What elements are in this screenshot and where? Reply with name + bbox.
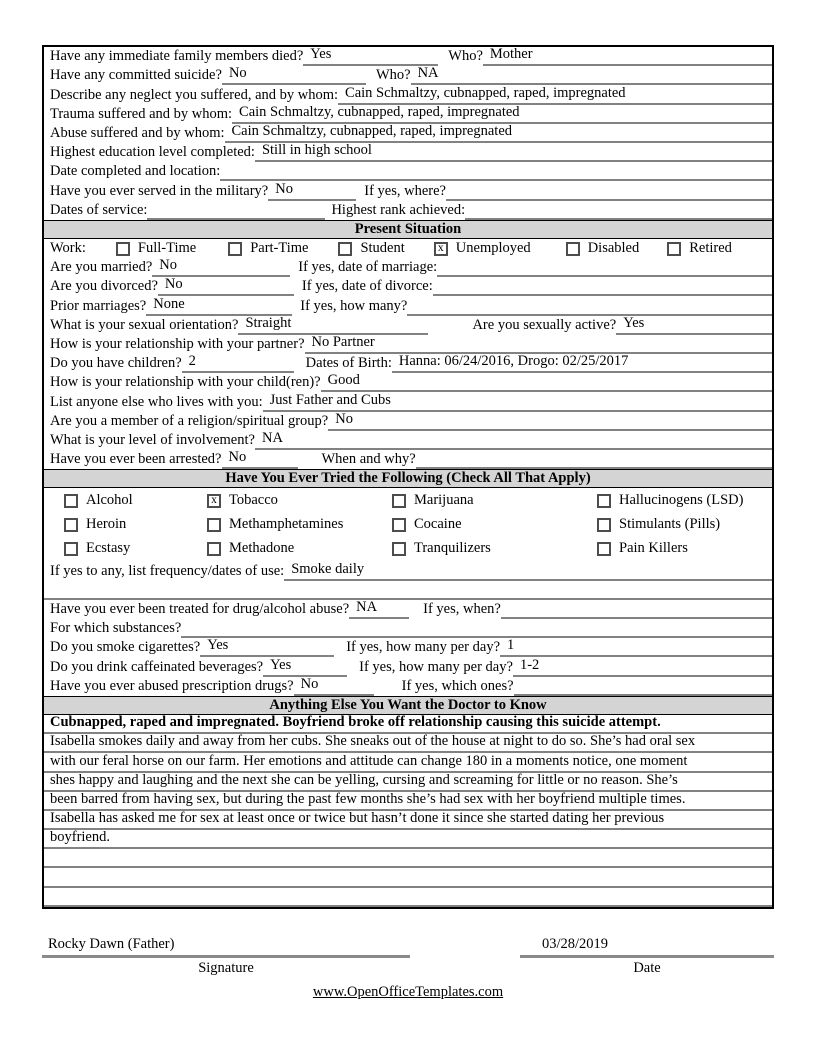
answer-field[interactable]: [305, 335, 772, 354]
date-line[interactable]: [520, 955, 774, 958]
form-row: [44, 619, 772, 638]
question-label: What is your level of involvement?: [50, 431, 255, 448]
answer-field[interactable]: [146, 296, 292, 315]
answer-field[interactable]: [411, 66, 772, 85]
answer-field[interactable]: [152, 258, 290, 277]
checkbox-label: Pain Killers: [619, 540, 688, 557]
note-text: Isabella smokes daily and away from her cubs. She sneaks out of the house at night to do so. She’s had oral sex: [50, 734, 696, 750]
form-row: [44, 392, 772, 411]
checkbox-item: [338, 240, 404, 258]
form-row: [44, 677, 772, 696]
checkbox-label: Part-Time: [250, 240, 309, 257]
form-row: [44, 47, 772, 66]
answer-text: 1-2: [519, 657, 540, 673]
question-label: Who?: [448, 48, 483, 65]
form-row: [44, 181, 772, 200]
question-label: If yes, how many per day?: [346, 639, 501, 656]
form-row: [44, 335, 772, 354]
answer-field[interactable]: [392, 354, 772, 373]
question-label: How is your relationship with your partner?: [50, 336, 305, 352]
note-line[interactable]: [44, 753, 772, 772]
form-row: [44, 354, 772, 373]
question-label: If yes, where?: [364, 182, 446, 199]
section-header: Anything Else You Want the Doctor to Know: [44, 696, 772, 715]
question-label: Who?: [375, 67, 411, 84]
answer-text: Still in high school: [261, 142, 372, 159]
answer-field[interactable]: [181, 619, 772, 638]
answer-field[interactable]: [321, 373, 772, 392]
answer-field[interactable]: [158, 277, 294, 296]
answer-text: Good: [327, 373, 360, 389]
note-line[interactable]: [44, 581, 772, 600]
checkbox-label: Marijuana: [414, 491, 474, 508]
checkbox-label: Methamphetamines: [229, 515, 344, 532]
note-text: Isabella has asked me for sex at least once or twice but hasn’t done it since she started dating her previous: [50, 810, 665, 827]
answer-field[interactable]: [222, 450, 298, 469]
question-label: If yes, date of marriage:: [298, 259, 438, 276]
note-line[interactable]: [44, 773, 772, 792]
form-row: [44, 561, 772, 580]
answer-field[interactable]: [268, 181, 356, 200]
checkbox-label: Cocaine: [414, 515, 462, 532]
form-row: [44, 162, 772, 181]
answer-text: 2: [188, 354, 196, 370]
question-label: Do you drink caffeinated beverages?: [50, 658, 264, 675]
note-line[interactable]: [44, 868, 772, 887]
answer-field[interactable]: [255, 431, 772, 450]
answer-field[interactable]: [407, 296, 772, 315]
answer-text: Mother: [489, 47, 533, 63]
answer-field[interactable]: [513, 657, 772, 676]
answer-field[interactable]: [182, 354, 294, 373]
footer-link[interactable]: www.OpenOfficeTemplates.com: [312, 984, 504, 1000]
question-label: Are you sexually active?: [472, 316, 617, 333]
note-text: with our feral horse on our farm. Her emotions and attitude can change 180 in a moments notice, one moment: [50, 753, 688, 769]
answer-text: Hanna: 06/24/2016, Drogo: 02/25/2017: [398, 354, 629, 370]
form-row: [44, 296, 772, 315]
answer-text: NA: [261, 430, 283, 446]
question-label: Have you ever been arrested?: [50, 451, 222, 468]
question-label: List anyone else who lives with you:: [50, 393, 263, 410]
question-label: Date completed and location:: [50, 163, 221, 180]
answer-text: No Partner: [311, 334, 375, 350]
signature-line[interactable]: [42, 955, 410, 958]
form-row: [44, 258, 772, 277]
form-row: [44, 431, 772, 450]
checkbox[interactable]: [64, 542, 78, 556]
answer-text: No: [159, 258, 177, 274]
checkbox-label: Heroin: [86, 515, 127, 532]
checkbox[interactable]: [338, 242, 352, 256]
answer-field[interactable]: [338, 85, 772, 104]
checkbox[interactable]: [392, 542, 406, 556]
answer-field[interactable]: [437, 258, 772, 277]
checkbox-label: Tranquilizers: [414, 540, 491, 557]
form-row: [44, 85, 772, 104]
answer-text: Yes: [310, 47, 332, 63]
note-line[interactable]: [44, 830, 772, 849]
question-label: If yes, date of divorce:: [301, 278, 433, 295]
answer-field[interactable]: [349, 600, 409, 619]
question-label: What is your sexual orientation?: [50, 316, 239, 333]
note-line[interactable]: [44, 715, 772, 734]
checkbox-label: Disabled: [587, 240, 640, 257]
checkbox[interactable]: [207, 542, 221, 556]
checkbox[interactable]: x: [434, 242, 448, 256]
date-value[interactable]: 03/28/2019: [542, 936, 609, 952]
answer-text: No: [275, 181, 293, 197]
checkbox-item: [434, 240, 531, 258]
question-label: Highest education level completed:: [50, 144, 255, 161]
answer-text: No: [164, 277, 183, 293]
form-row: [44, 277, 772, 296]
note-text: boyfriend.: [50, 830, 110, 846]
checkbox[interactable]: [667, 242, 681, 256]
question-label: Are you married?: [50, 259, 153, 276]
checkbox-item: [64, 513, 207, 537]
form-row: [44, 143, 772, 162]
checkbox-item: [597, 537, 772, 561]
checkbox-item: [597, 488, 772, 512]
answer-text: NA: [417, 66, 439, 82]
answer-field[interactable]: [284, 561, 772, 580]
checkbox-item: [207, 488, 392, 512]
form-row: [44, 412, 772, 431]
question-label: If yes, which ones?: [401, 677, 514, 694]
answer-field[interactable]: [465, 201, 772, 220]
checkbox[interactable]: x: [207, 494, 221, 508]
checkbox-item: [392, 537, 597, 561]
answer-text: Yes: [207, 638, 229, 654]
signature-block: [42, 936, 410, 977]
question-label: Have you ever abused prescription drugs?: [50, 677, 294, 694]
checkbox-label: Student: [360, 240, 405, 257]
answer-text: 1: [507, 638, 515, 654]
answer-field[interactable]: [616, 316, 772, 335]
answer-text: No: [300, 676, 319, 692]
answer-field[interactable]: [222, 66, 366, 85]
note-line[interactable]: [44, 888, 772, 907]
checkbox-label: Full-Time: [137, 240, 197, 257]
answer-text: Cain Schmaltzy, cubnapped, raped, impregnated: [231, 123, 513, 139]
signature-area: [42, 936, 774, 977]
answer-text: Just Father and Cubs: [269, 392, 391, 408]
checkbox[interactable]: [566, 242, 580, 256]
substance-grid: [44, 488, 772, 561]
answer-text: NA: [356, 599, 378, 616]
checkbox-label: Tobacco: [229, 491, 278, 508]
checkbox-label: Methadone: [229, 540, 295, 557]
checkbox[interactable]: [392, 494, 406, 508]
form-row: [44, 124, 772, 143]
signature-label: Signature: [198, 960, 254, 976]
checkbox-label: Ecstasy: [86, 540, 131, 557]
checkbox-label: Alcohol: [86, 491, 133, 508]
form-row: [44, 600, 772, 619]
question-label: Do you have children?: [50, 355, 182, 372]
form-row: [44, 201, 772, 220]
answer-field[interactable]: [263, 392, 772, 411]
form-row: [44, 657, 772, 676]
question-label: If yes, when?: [423, 601, 501, 618]
form-row: [44, 66, 772, 85]
answer-field[interactable]: [220, 162, 772, 181]
answer-text: Cain Schmaltzy, cubnapped, raped, impregnated: [239, 104, 520, 120]
answer-field[interactable]: [501, 600, 772, 619]
answer-field[interactable]: [147, 201, 325, 220]
answer-field[interactable]: [255, 143, 772, 162]
checkbox-item: [392, 488, 597, 512]
checkbox[interactable]: [597, 542, 611, 556]
question-label: Abuse suffered and by whom:: [50, 124, 225, 141]
answer-field[interactable]: [483, 47, 772, 66]
form-row: [44, 239, 772, 258]
answer-field[interactable]: [232, 105, 772, 124]
note-text: shes happy and laughing and the next she can be yelling, cursing and screaming for little or no reason. She’s: [50, 772, 678, 788]
note-line[interactable]: [44, 734, 772, 753]
answer-text: No: [228, 449, 247, 466]
checkbox[interactable]: [597, 518, 611, 532]
page-footer: [0, 984, 816, 1001]
question-label: Are you divorced?: [50, 278, 158, 295]
answer-field[interactable]: [446, 181, 772, 200]
question-label: When and why?: [321, 451, 416, 468]
checkbox-item: [64, 537, 207, 561]
question-label: If yes, how many?: [300, 297, 408, 314]
checkbox-item: [228, 240, 308, 258]
question-label: Have any committed suicide?: [50, 67, 222, 84]
answer-field[interactable]: [416, 450, 772, 469]
checkbox[interactable]: [64, 494, 78, 508]
checkbox-label: Hallucinogens (LSD): [619, 491, 744, 508]
note-line[interactable]: [44, 849, 772, 868]
answer-text: Yes: [623, 315, 645, 331]
answer-field[interactable]: [500, 638, 772, 657]
checkbox-item: [392, 513, 597, 537]
question-label: Have you ever served in the military?: [50, 182, 269, 199]
question-label: Prior marriages?: [50, 297, 147, 314]
form-table: [42, 45, 774, 909]
answer-field[interactable]: [225, 124, 772, 143]
date-block: [520, 936, 774, 977]
checkbox-item: [597, 513, 772, 537]
checkbox-label: Retired: [689, 240, 732, 257]
question-label: For which substances?: [50, 620, 182, 637]
checkbox[interactable]: [392, 518, 406, 532]
checkbox-item: [207, 537, 392, 561]
checkbox[interactable]: [597, 494, 611, 508]
date-label: Date: [633, 960, 661, 976]
question-label: Highest rank achieved:: [331, 201, 466, 218]
question-label: Have any immediate family members died?: [50, 48, 304, 65]
checkbox[interactable]: [116, 242, 130, 256]
answer-field[interactable]: [303, 47, 438, 66]
signature-name[interactable]: Rocky Dawn (Father): [48, 936, 175, 952]
note-text: Cubnapped, raped and impregnated. Boyfriend broke off relationship causing this suicide attempt.: [50, 714, 661, 731]
question-label: Dates of service:: [50, 201, 148, 218]
answer-field[interactable]: [238, 316, 428, 335]
answer-text: No: [228, 66, 247, 82]
checkbox-item: [566, 240, 640, 258]
question-label: Trauma suffered and by whom:: [50, 105, 233, 122]
question-label: How is your relationship with your child(ren)?: [50, 374, 321, 391]
section-header: Have You Ever Tried the Following (Check All That Apply): [44, 469, 772, 488]
form-row: [44, 105, 772, 124]
checkbox-label: Unemployed: [455, 240, 531, 257]
answer-text: None: [153, 296, 185, 312]
question-label: If yes, how many per day?: [359, 658, 513, 675]
question-label: If yes to any, list frequency/dates of use:: [50, 562, 285, 579]
question-label: Have you ever been treated for drug/alcohol abuse?: [50, 601, 350, 618]
note-line[interactable]: [44, 792, 772, 811]
answer-field[interactable]: [514, 677, 772, 696]
checkbox[interactable]: [228, 242, 242, 256]
answer-field[interactable]: [433, 277, 772, 296]
form-row: [44, 373, 772, 392]
section-header: Present Situation: [44, 220, 772, 239]
question-label: Describe any neglect you suffered, and by whom:: [50, 86, 339, 103]
answer-text: Cain Schmaltzy, cubnapped, raped, impregnated: [345, 85, 626, 101]
question-label: Do you smoke cigarettes?: [50, 639, 201, 656]
question-label: Are you a member of a religion/spiritual group?: [50, 412, 329, 429]
answer-text: Straight: [245, 315, 292, 331]
checkbox-item: [116, 240, 196, 258]
form-row: [44, 316, 772, 335]
form-row: [44, 638, 772, 657]
answer-field[interactable]: [200, 638, 334, 657]
note-line[interactable]: [44, 811, 772, 830]
question-label: Dates of Birth:: [305, 355, 392, 372]
note-text: been barred from having sex, but during the past few months she’s had sex with her boyfriend multiple times.: [50, 791, 686, 807]
checkbox-item: [667, 240, 732, 258]
answer-field[interactable]: [328, 412, 772, 431]
answer-field[interactable]: [294, 677, 374, 696]
checkbox-item: [64, 488, 207, 512]
answer-text: No: [335, 411, 353, 427]
answer-text: Smoke daily: [291, 561, 365, 577]
answer-text: Yes: [270, 657, 292, 673]
answer-field[interactable]: [263, 657, 347, 676]
checkbox-item: [207, 513, 392, 537]
form-row: [44, 450, 772, 469]
checkbox[interactable]: [207, 518, 221, 532]
question-label: Work:: [50, 240, 86, 257]
checkbox-label: Stimulants (Pills): [619, 515, 721, 532]
checkbox[interactable]: [64, 518, 78, 532]
